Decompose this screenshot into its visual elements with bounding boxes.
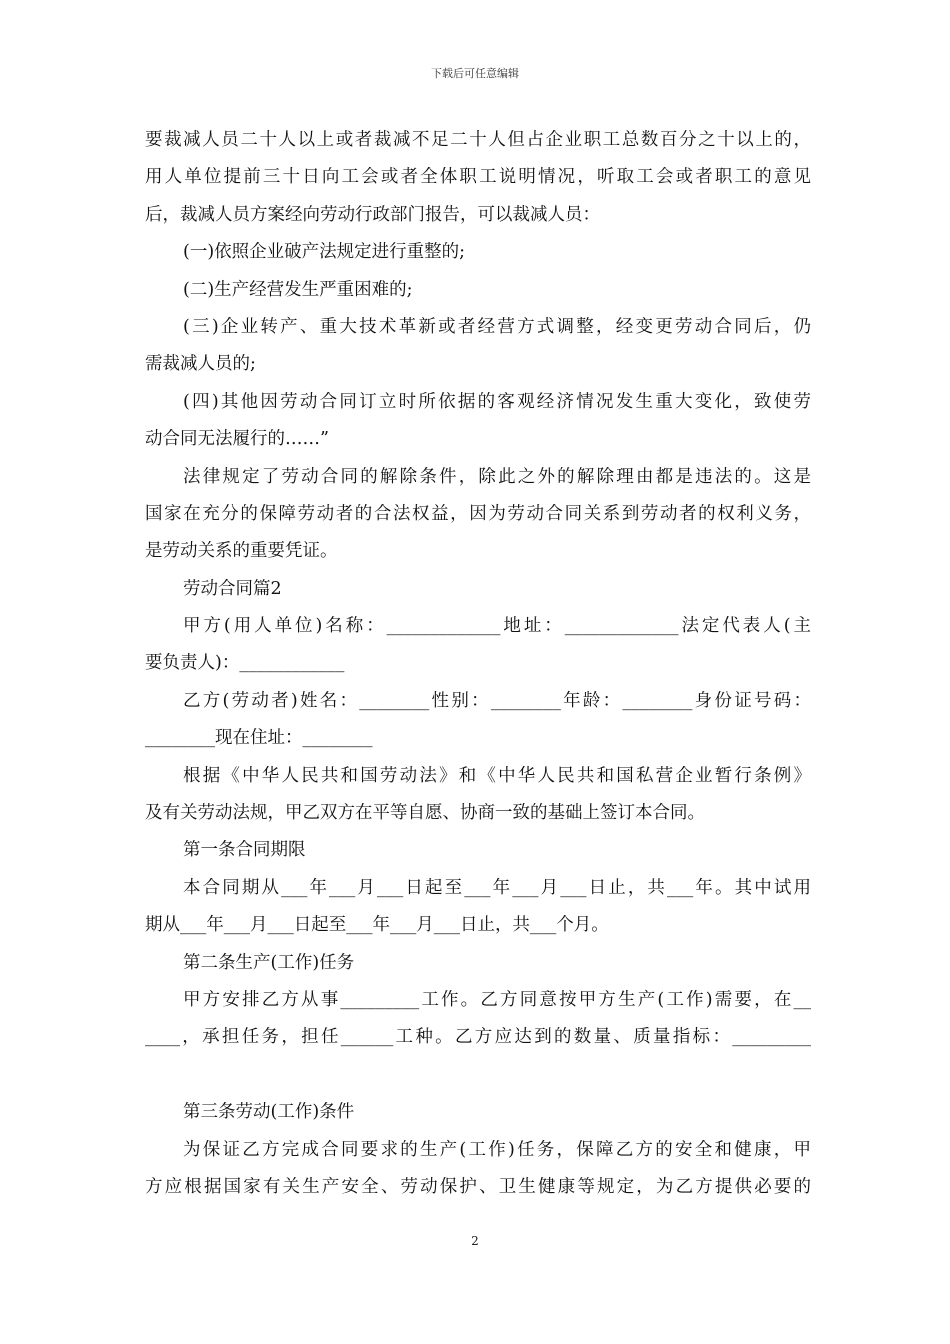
text-line: 根据《中华人民共和国劳动法》和《中华人民共和国私营企业暂行条例》 xyxy=(183,765,811,786)
text-line: (四)其他因劳动合同订立时所依据的客观经济情况发生重大变化，致使劳 xyxy=(183,391,811,412)
text-line: 动合同无法履行的……” xyxy=(145,429,329,450)
text-line: (二)生产经营发生严重困难的; xyxy=(183,279,413,300)
blank-line xyxy=(145,1057,811,1094)
text-line: (三)企业转产、重大技术革新或者经营方式调整，经变更劳动合同后，仍 xyxy=(183,316,811,337)
text-line: 乙方(劳动者)姓名：________性别：________年龄：________身份证号码： xyxy=(183,690,811,711)
text-line: ____，承担任务，担任______工种。乙方应达到的数量、质量指标：_________ xyxy=(145,1027,811,1048)
text-line: 期从___年___月___日起至___年___月___日止，共___个月。 xyxy=(145,915,609,936)
text-line: 第一条合同期限 xyxy=(183,840,306,861)
page-header: 下载后可任意编辑 xyxy=(431,67,519,80)
text-line: (一)依照企业破产法规定进行重整的; xyxy=(183,242,466,263)
text-line: 需裁减人员的; xyxy=(145,354,256,375)
text-line: 及有关劳动法规，甲乙双方在平等自愿、协商一致的基础上签订本合同。 xyxy=(145,803,705,824)
text-line: 要负责人)：____________ xyxy=(145,653,345,674)
text-line: 用人单位提前三十日向工会或者全体职工说明情况，听取工会或者职工的意见 xyxy=(145,167,811,188)
text-line: 法律规定了劳动合同的解除条件，除此之外的解除理由都是违法的。这是 xyxy=(183,466,811,487)
text-line: 后，裁减人员方案经向劳动行政部门报告，可以裁减人员： xyxy=(145,204,600,225)
text-line: 甲方(用人单位)名称：_____________地址：_____________法定代表人(主 xyxy=(183,616,811,637)
text-line: 本合同期从___年___月___日起至___年___月___日止，共___年。其中试用 xyxy=(183,877,811,898)
text-line: 是劳动关系的重要凭证。 xyxy=(145,541,338,562)
page-number: 2 xyxy=(471,1234,479,1248)
text-line: 要裁减人员二十人以上或者裁减不足二十人但占企业职工总数百分之十以上的， xyxy=(145,130,811,150)
text-line: ________现在住址：________ xyxy=(145,728,373,749)
text-line: 方应根据国家有关生产安全、劳动保护、卫生健康等规定，为乙方提供必要的 xyxy=(145,1176,811,1197)
text-line: 第二条生产(工作)任务 xyxy=(183,952,355,973)
text-line: 国家在充分的保障劳动者的合法权益，因为劳动合同关系到劳动者的权利义务， xyxy=(145,503,811,524)
text-line: 劳动合同篇2 xyxy=(183,578,282,599)
text-line: 为保证乙方完成合同要求的生产(工作)任务，保障乙方的安全和健康，甲 xyxy=(183,1139,811,1160)
document-body xyxy=(145,122,811,1206)
text-line: 甲方安排乙方从事_________工作。乙方同意按甲方生产(工作)需要，在__ xyxy=(183,989,811,1010)
text-line: 第三条劳动(工作)条件 xyxy=(183,1102,355,1123)
